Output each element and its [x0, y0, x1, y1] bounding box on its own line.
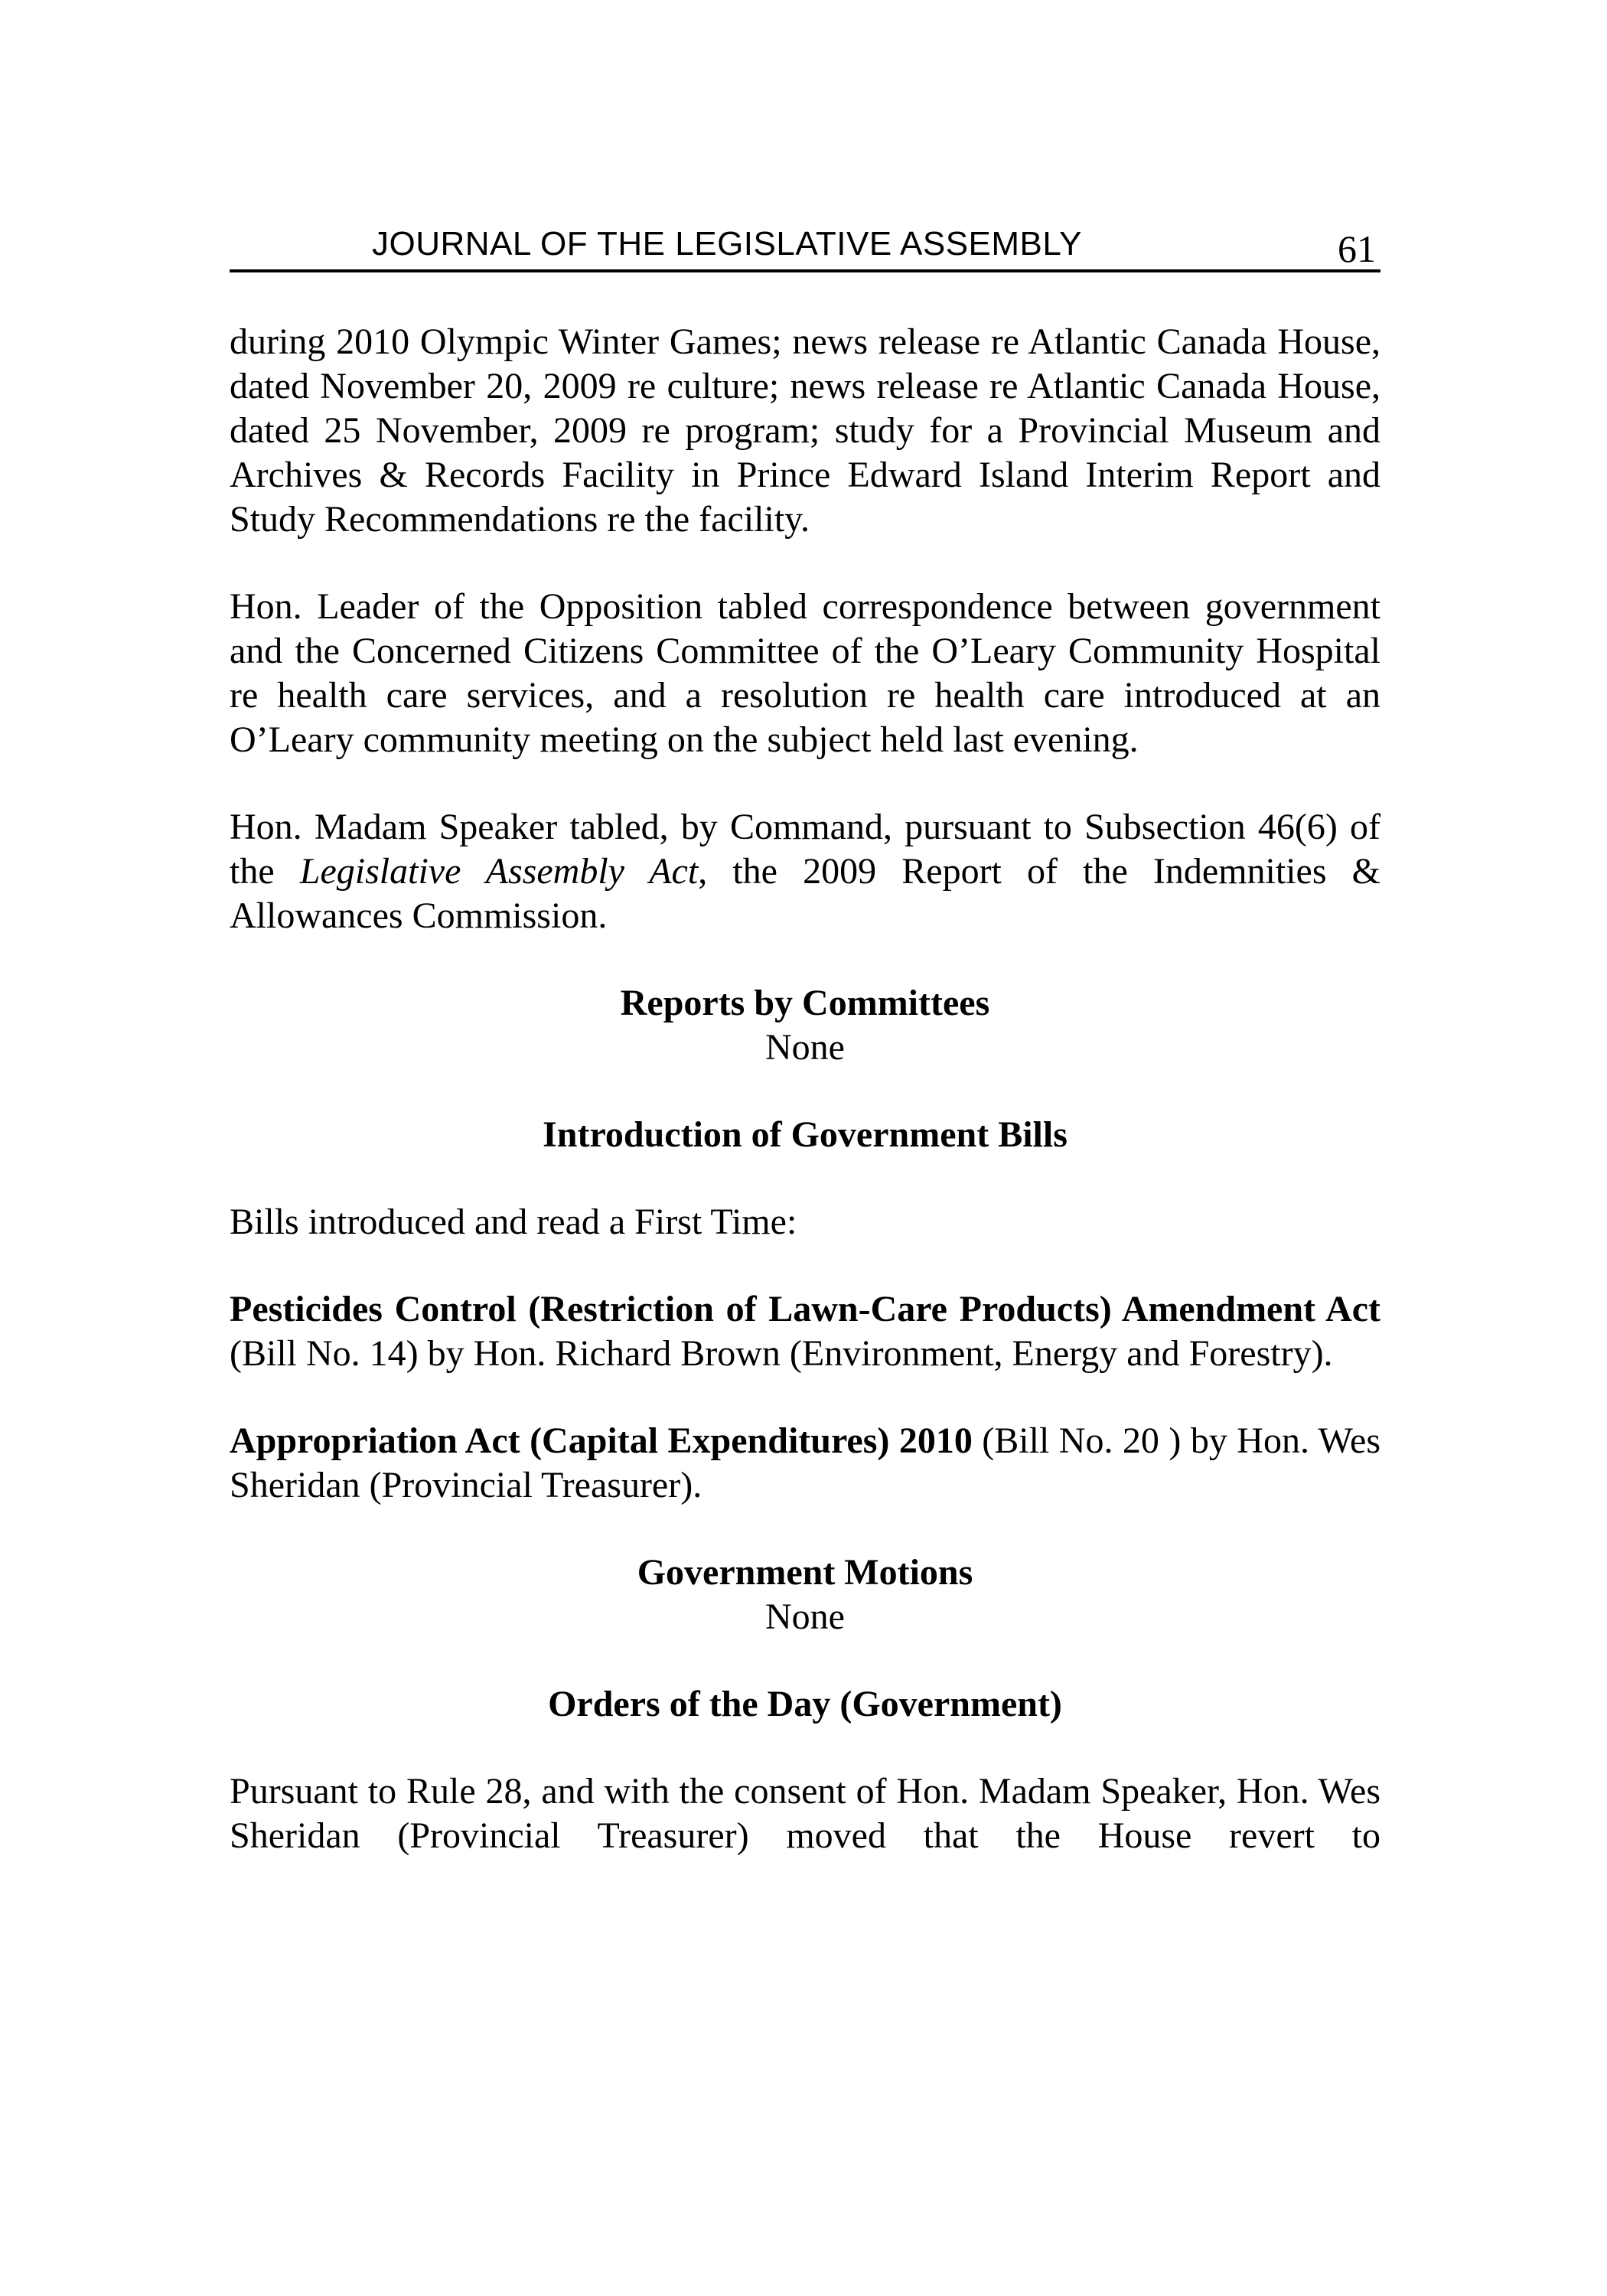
section-heading-reports: Reports by Committees — [620, 983, 990, 1023]
page-body — [230, 320, 1380, 1901]
page-number: 61 — [1338, 227, 1376, 270]
section-heading-introduction: Introduction of Government Bills — [543, 1114, 1068, 1155]
motions-none: None — [765, 1596, 845, 1637]
bill-entry-14 — [230, 1287, 1380, 1376]
speaker-tabling-text-start: Hon. Madam Speaker tabled, by Command, pursuant to Subsection 46(6) of the — [230, 807, 1380, 892]
bill-entry-20 — [230, 1419, 1380, 1508]
bill-detail: (Bill No. 14) by Hon. Richard Brown (Environment, Energy and Forestry). — [230, 1333, 1333, 1374]
section-heading-orders: Orders of the Day (Government) — [548, 1684, 1062, 1724]
running-header — [230, 222, 1380, 272]
speaker-tabling-text-end: , the 2009 Report of the Indemnities & Allowances Commission. — [230, 851, 1381, 936]
paragraph-tabled-documents: during 2010 Olympic Winter Games; news release re Atlantic Canada House, dated November 20, 2009 re culture; news release re Atlantic Canada House, dated 25 November, 2009 re program; study for a Provincial Museum and Archives & Records Facility in Prince Edward Island Interim Report and Study Recommendations re the facility. — [230, 321, 1380, 540]
bill-detail: (Bill No. 20 ) by Hon. Wes Sheridan (Provincial Treasurer). — [230, 1420, 1380, 1505]
paragraph-rule-28: Pursuant to Rule 28, and with the consent of Hon. Madam Speaker, Hon. Wes Sheridan (Provincial Treasurer) moved that the House revert to — [230, 1771, 1380, 1856]
section-heading-motions: Government Motions — [637, 1552, 973, 1593]
bill-title: Pesticides Control (Restriction of Lawn-Care Products) Amendment Act — [230, 1289, 1380, 1329]
paragraph-opposition-tabling: Hon. Leader of the Opposition tabled correspondence between government and the Concerned Citizens Committee of the O’Leary Community Hospital re health care services, and a resolution re health care introduced at an O’Leary community meeting on the subject held last evening. — [230, 586, 1380, 760]
reports-none: None — [765, 1027, 845, 1068]
act-title-italic: Legislative Assembly Act — [299, 851, 699, 892]
bill-title: Appropriation Act (Capital Expenditures) 2010 — [230, 1420, 973, 1461]
journal-title: JOURNAL OF THE LEGISLATIVE ASSEMBLY — [372, 225, 1082, 263]
bills-intro-line: Bills introduced and read a First Time: — [230, 1202, 797, 1242]
paragraph-speaker-tabling — [230, 805, 1380, 938]
